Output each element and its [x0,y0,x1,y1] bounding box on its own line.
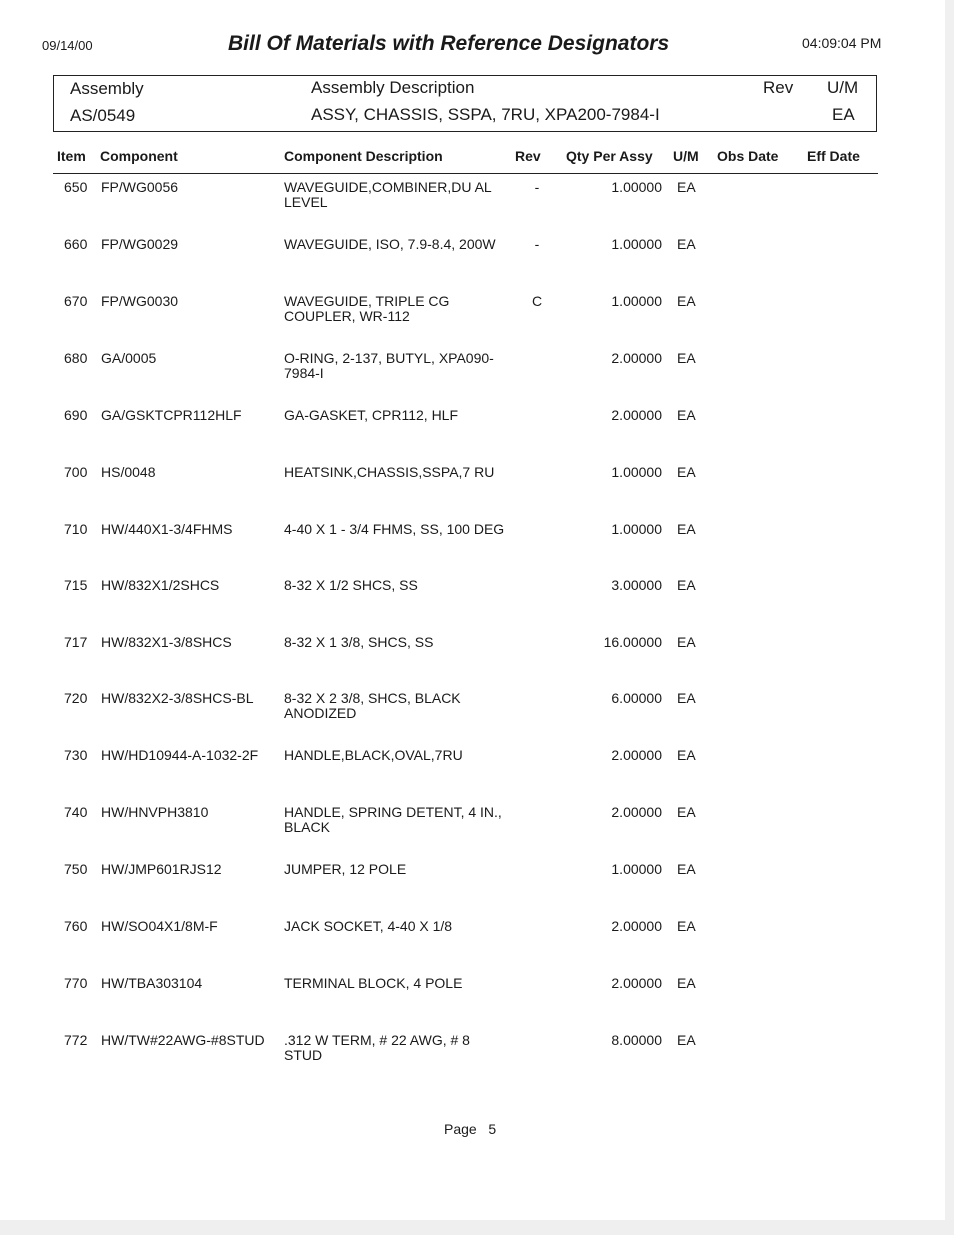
col-header-item: Item [57,148,86,164]
unit-of-measure: EA [677,804,696,820]
component-number: HW/440X1-3/4FHMS [101,521,233,537]
component-description: HANDLE,BLACK,OVAL,7RU [284,747,463,763]
table-row [0,919,954,976]
table-row [0,748,954,805]
col-header-qty: Qty Per Assy [566,148,653,164]
table-row [0,578,954,635]
component-description: WAVEGUIDE,COMBINER,DU AL LEVEL [284,179,492,210]
table-row [0,635,954,692]
unit-of-measure: EA [677,975,696,991]
table-row [0,1033,954,1090]
unit-of-measure: EA [677,521,696,537]
table-row [0,408,954,465]
component-rev: - [534,179,540,195]
component-number: HW/JMP601RJS12 [101,861,222,877]
component-description: HEATSINK,CHASSIS,SSPA,7 RU [284,464,495,480]
qty-per-assy: 2.00000 [611,975,662,991]
component-rev: C [531,293,543,309]
component-description: 8-32 X 1 3/8, SHCS, SS [284,634,434,650]
table-row [0,294,954,351]
qty-per-assy: 1.00000 [611,236,662,252]
item-number: 710 [64,521,88,537]
qty-per-assy: 2.00000 [611,407,662,423]
component-description: 8-32 X 2 3/8, SHCS, BLACK ANODIZED [284,690,461,721]
item-number: 670 [64,293,88,309]
qty-per-assy: 6.00000 [611,690,662,706]
qty-per-assy: 1.00000 [611,464,662,480]
assembly-number: AS/0549 [70,106,136,125]
scan-edge-bottom [0,1220,954,1235]
table-row [0,180,954,237]
qty-per-assy: 2.00000 [611,350,662,366]
qty-per-assy: 16.00000 [603,634,662,650]
report-date: 09/14/00 [42,38,93,53]
component-rev: - [534,236,540,252]
header-divider [53,173,878,174]
item-number: 717 [64,634,88,650]
item-number: 770 [64,975,88,991]
item-number: 715 [64,577,88,593]
unit-of-measure: EA [677,634,696,650]
table-row [0,465,954,522]
item-number: 700 [64,464,88,480]
table-row [0,805,954,862]
component-description: 4-40 X 1 - 3/4 FHMS, SS, 100 DEG [284,521,505,537]
unit-of-measure: EA [677,690,696,706]
component-number: HW/832X1-3/8SHCS [101,634,232,650]
component-number: GA/0005 [101,350,157,366]
item-number: 720 [64,690,88,706]
component-description: WAVEGUIDE, ISO, 7.9-8.4, 200W [284,236,496,252]
page-number: 5 [488,1121,497,1137]
component-description: 8-32 X 1/2 SHCS, SS [284,577,418,593]
component-number: HW/SO04X1/8M-F [101,918,218,934]
qty-per-assy: 8.00000 [611,1032,662,1048]
component-description: JUMPER, 12 POLE [284,861,407,877]
col-header-description: Component Description [284,148,443,164]
qty-per-assy: 1.00000 [611,861,662,877]
component-description: WAVEGUIDE, TRIPLE CG COUPLER, WR-112 [284,293,450,324]
col-header-component: Component [100,148,178,164]
unit-of-measure: EA [677,464,696,480]
component-description: O-RING, 2-137, BUTYL, XPA090-7984-I [284,350,494,381]
table-row [0,237,954,294]
assembly-description-label: Assembly Description [311,78,475,97]
component-number: HW/TW#22AWG-#8STUD [101,1032,265,1048]
component-description: TERMINAL BLOCK, 4 POLE [284,975,463,991]
item-number: 730 [64,747,88,763]
component-number: HS/0048 [101,464,156,480]
table-row [0,351,954,408]
unit-of-measure: EA [677,407,696,423]
component-description: HANDLE, SPRING DETENT, 4 IN., BLACK [284,804,502,835]
component-number: HW/TBA303104 [101,975,203,991]
col-header-obs-date: Obs Date [717,148,779,164]
item-number: 740 [64,804,88,820]
qty-per-assy: 2.00000 [611,918,662,934]
assembly-description: ASSY, CHASSIS, SSPA, 7RU, XPA200-7984-I [311,105,660,124]
component-number: FP/WG0029 [101,236,179,252]
unit-of-measure: EA [677,747,696,763]
qty-per-assy: 1.00000 [611,521,662,537]
component-description: GA-GASKET, CPR112, HLF [284,407,459,423]
component-number: HW/HNVPH3810 [101,804,209,820]
component-number: FP/WG0030 [101,293,179,309]
assembly-um-label: U/M [827,78,859,97]
report-time: 04:09:04 PM [802,35,882,51]
unit-of-measure: EA [677,350,696,366]
item-number: 650 [64,179,88,195]
report-title: Bill Of Materials with Reference Designators [228,32,670,55]
unit-of-measure: EA [677,918,696,934]
assembly-um: EA [832,105,855,124]
col-header-rev: Rev [515,148,541,164]
item-number: 760 [64,918,88,934]
table-row [0,691,954,748]
component-number: FP/WG0056 [101,179,179,195]
component-description: .312 W TERM, # 22 AWG, # 8 STUD [284,1032,470,1063]
unit-of-measure: EA [677,1032,696,1048]
item-number: 660 [64,236,88,252]
component-number: HW/HD10944-A-1032-2F [101,747,259,763]
component-number: HW/832X1/2SHCS [101,577,220,593]
page-footer [444,1121,496,1137]
qty-per-assy: 2.00000 [611,747,662,763]
unit-of-measure: EA [677,293,696,309]
item-number: 750 [64,861,88,877]
table-row [0,862,954,919]
unit-of-measure: EA [677,179,696,195]
component-number: HW/832X2-3/8SHCS-BL [101,690,254,706]
unit-of-measure: EA [677,861,696,877]
qty-per-assy: 3.00000 [611,577,662,593]
component-description: JACK SOCKET, 4-40 X 1/8 [284,918,453,934]
qty-per-assy: 1.00000 [611,293,662,309]
unit-of-measure: EA [677,236,696,252]
qty-per-assy: 2.00000 [611,804,662,820]
col-header-um: U/M [673,148,699,164]
item-number: 690 [64,407,88,423]
assembly-rev-label: Rev [763,78,794,97]
table-row [0,976,954,1033]
col-header-eff-date: Eff Date [807,148,860,164]
item-number: 772 [64,1032,88,1048]
unit-of-measure: EA [677,577,696,593]
qty-per-assy: 1.00000 [611,179,662,195]
table-row [0,522,954,579]
assembly-label: Assembly [70,79,144,98]
page-label: Page [444,1121,477,1137]
item-number: 680 [64,350,88,366]
component-number: GA/GSKTCPR112HLF [101,407,242,423]
